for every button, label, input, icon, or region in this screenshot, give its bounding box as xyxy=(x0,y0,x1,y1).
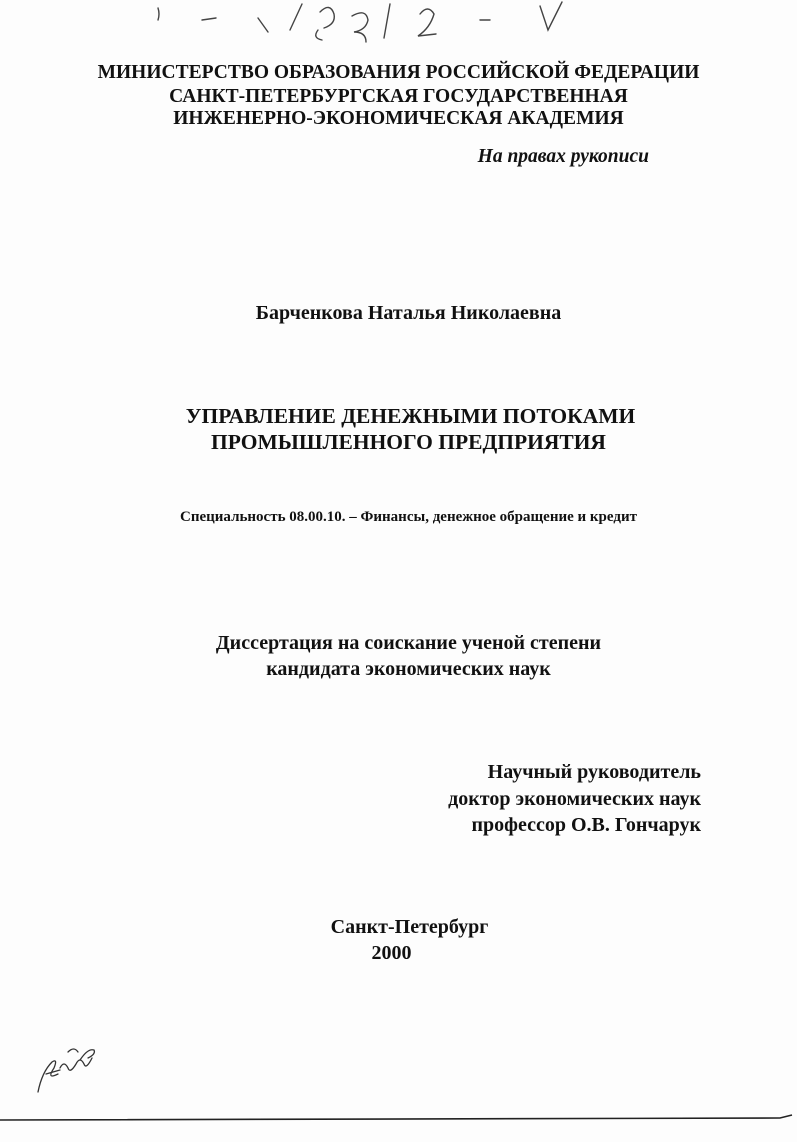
specialty-line: Специальность 08.00.10. – Финансы, денежное обращение и кредит xyxy=(180,509,637,525)
handwritten-archive-mark xyxy=(140,0,600,50)
dissertation-title-line-2: ПРОМЫШЛЕННОГО ПРЕДПРИЯТИЯ xyxy=(211,430,606,454)
advisor-title: Научный руководитель xyxy=(487,761,701,783)
degree-line-1: Диссертация на соискание ученой степени xyxy=(215,632,602,654)
ministry-line-1: МИНИСТЕРСТВО ОБРАЗОВАНИЯ РОССИЙСКОЙ ФЕДЕРАЦИИ xyxy=(97,62,700,83)
advisor-degree: доктор экономических наук xyxy=(448,788,701,810)
city-name: Санкт-Петербург xyxy=(330,916,489,938)
publication-year: 2000 xyxy=(371,942,412,964)
ministry-line-2: САНКТ-ПЕТЕРБУРГСКАЯ ГОСУДАРСТВЕННАЯ xyxy=(169,86,628,107)
advisor-name: профессор О.В. Гончарук xyxy=(471,814,701,836)
dissertation-title-line-1: УПРАВЛЕНИЕ ДЕНЕЖНЫМИ ПОТОКАМИ xyxy=(185,404,636,428)
bottom-edge-rule xyxy=(0,1112,797,1126)
handwritten-signature xyxy=(28,1030,108,1100)
author-name: Барченкова Наталья Николаевна xyxy=(255,302,562,324)
degree-line-2: кандидата экономических наук xyxy=(266,658,551,680)
ministry-line-3: ИНЖЕНЕРНО-ЭКОНОМИЧЕСКАЯ АКАДЕМИЯ xyxy=(173,108,624,129)
manuscript-note: На правах рукописи xyxy=(477,146,649,167)
